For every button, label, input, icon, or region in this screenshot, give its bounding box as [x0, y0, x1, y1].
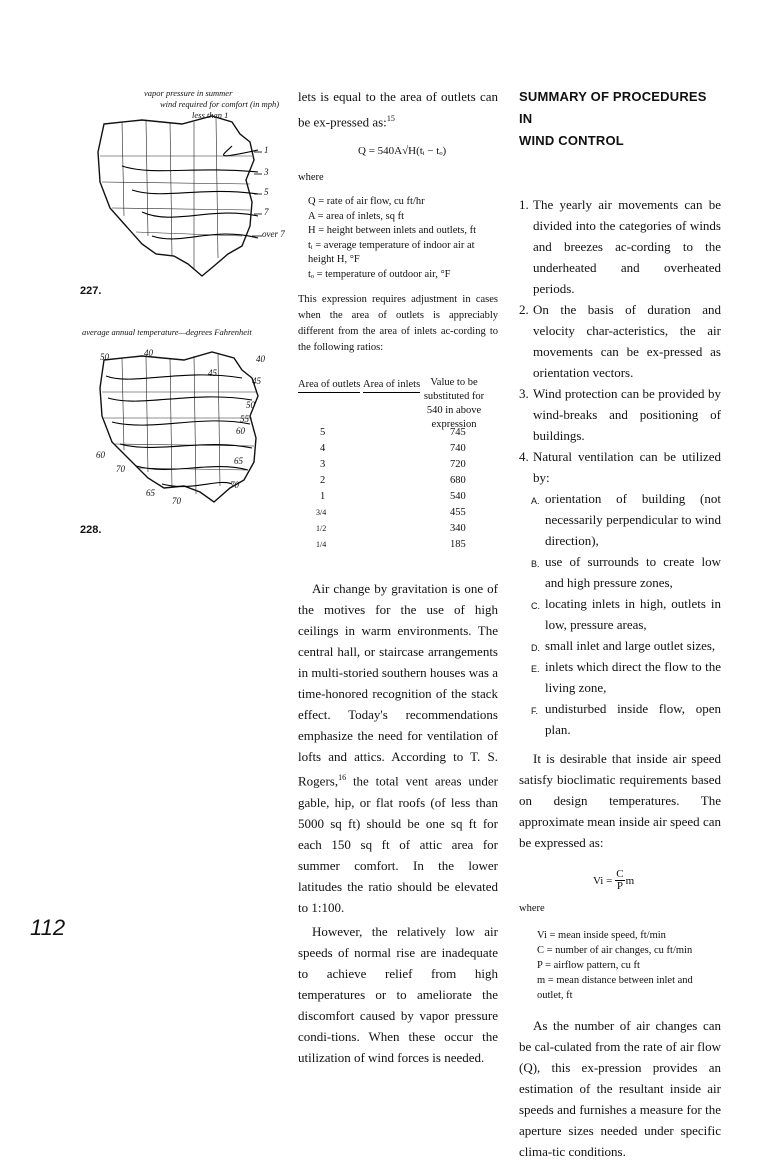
legend-line-1: vapor pressure in summer	[144, 88, 233, 98]
leader-lines	[252, 152, 262, 236]
definition-p: P = airflow pattern, cu ft	[537, 960, 640, 971]
header-area-outlets: Area of outlets	[298, 378, 360, 393]
definition-ti: tᵢ = average temperature of indoor air at height H, °F	[308, 239, 475, 266]
contour-label-7: 7	[264, 207, 269, 217]
ratio-cell: 5	[320, 427, 326, 439]
list-item	[519, 194, 721, 299]
ratio-cell: 3	[320, 459, 326, 471]
sub-item-letter: B.	[531, 559, 540, 569]
formula-rhs: m	[625, 874, 635, 887]
formula-denominator: P	[616, 880, 624, 892]
figure-227	[82, 86, 285, 286]
sub-item-letter: A.	[531, 496, 540, 506]
formula-fraction	[615, 869, 624, 892]
contour-label: 40	[144, 348, 153, 358]
intro-text-body: lets is equal to the area of outlets can be ex-pressed as:	[298, 89, 498, 130]
figure-228-title: average annual temperature—degrees Fahrenheit	[82, 327, 252, 337]
sub-item-text: use of surrounds to create low and high pressure zones,	[545, 554, 721, 590]
item-number: 1.	[519, 197, 529, 212]
speed-formula	[593, 869, 721, 892]
item-text: The yearly air movements can be divided into the categories of winds and breezes ac-cording to the underheated and overheated periods.	[533, 197, 721, 296]
sub-item-letter: C.	[531, 601, 540, 611]
footnote-ref-16: 16	[338, 773, 347, 783]
heading-line-2: WIND CONTROL	[519, 133, 624, 148]
ratio-col-header-2	[410, 376, 498, 432]
ratio-table	[298, 376, 498, 566]
table-row	[298, 474, 498, 490]
sub-item-letter: E.	[531, 664, 540, 674]
column-2	[298, 86, 498, 1068]
sub-list-item	[519, 551, 721, 593]
list-item	[519, 299, 721, 383]
wind-forces-paragraph: However, the relatively low air speeds of normal rise are inadequate to achieve relief from high temperatures or to ameliorate the discomfort caused by vapor pressure condi-tions. When these occur the utilization of wind forces is needed.	[298, 923, 498, 1065]
gravitation-paragraph	[298, 578, 498, 917]
formula-numerator: C	[616, 868, 624, 880]
table-row	[298, 506, 498, 522]
speed-definitions	[537, 928, 721, 1003]
air-speed-paragraph: It is desirable that inside air speed satisfy bioclimatic requirements based on design temperatures. The approximate mean inside air speed can be expressed as:	[519, 751, 721, 850]
value-cell: 340	[450, 523, 466, 535]
air-changes-paragraph: As the number of air changes can be cal-culated from the rate of air flow (Q), this ex-pression provides an estimation of the resultant inside air speeds and furnishes a measure for the aperture sizes needed under specific clima-tic conditions.	[519, 1018, 721, 1159]
ratio-cell: 1/4	[316, 540, 327, 550]
contour-label: 45	[208, 368, 217, 378]
ratio-cell: 4	[320, 443, 326, 455]
state-boundaries	[100, 118, 252, 270]
ratio-rows	[298, 426, 498, 554]
sub-list-item	[519, 635, 721, 656]
table-row	[298, 426, 498, 442]
contour-label: 65	[234, 456, 243, 466]
flow-formula: Q = 540A√H(tᵢ − tₒ)	[358, 145, 447, 158]
definition-q: Q = rate of air flow, cu ft/hr	[308, 196, 425, 208]
value-cell: 720	[450, 459, 466, 471]
contour-label-over-7: over 7	[262, 229, 285, 239]
table-row	[298, 442, 498, 458]
contour-label: 70	[230, 480, 239, 490]
legend-line-2: wind required for comfort (in mph)	[160, 99, 280, 109]
figure-228-number: 228.	[80, 524, 102, 536]
page-number: 112	[30, 915, 66, 940]
contour-label: 70	[116, 464, 125, 474]
header-value-line-2: 540 in above expression	[426, 405, 482, 431]
value-cell: 745	[450, 427, 466, 439]
sub-item-text: undisturbed inside flow, open plan.	[545, 701, 721, 737]
list-item	[519, 446, 721, 488]
formula-definitions	[308, 195, 498, 282]
contour-label: 45	[252, 376, 261, 386]
value-cell: 540	[450, 491, 466, 503]
contour-label-3: 3	[264, 167, 269, 177]
header-area-inlets: Area of inlets	[363, 378, 420, 393]
sub-list-item	[519, 593, 721, 635]
table-row	[298, 458, 498, 474]
contour-label: 60	[236, 426, 245, 436]
value-cell: 740	[450, 443, 466, 455]
header-value-line-1: Value to be substituted for	[423, 377, 485, 403]
sub-list-item	[519, 656, 721, 698]
item-number: 3.	[519, 386, 529, 401]
item-number: 2.	[519, 302, 529, 317]
table-row	[298, 522, 498, 538]
ratio-cell: 1	[320, 491, 326, 503]
heading-line-1: SUMMARY OF PROCEDURES IN	[519, 89, 707, 126]
gravitation-text: Air change by gravitation is one of the motives for the use of high ceilings in warm environments. The central hall, or staircase arrangements in multi-storied southern houses was a time-honored recognition of the stack effect. Today's recommendations emphasize the need for ventilation of lofts and attics. According to T. S. Rogers,	[298, 581, 498, 789]
list-item	[519, 383, 721, 446]
item-text: Natural ventilation can be utilized by:	[533, 449, 721, 485]
contour-label: 55	[240, 414, 249, 424]
definition-to: tₒ = temperature of outdoor air, °F	[308, 268, 451, 280]
ratio-col-header-1	[298, 376, 420, 393]
contour-label-1: 1	[264, 145, 269, 155]
legend-line-3: less than 1	[192, 110, 229, 120]
column-3	[519, 86, 721, 1162]
sub-item-text: small inlet and large outlet sizes,	[545, 638, 716, 653]
contour-label: 40	[256, 354, 265, 364]
where-label: where	[298, 172, 324, 184]
sub-list	[519, 488, 721, 740]
item-text: On the basis of duration and velocity char-acteristics, the air movements can be ex-pressed as orientation vectors.	[533, 302, 721, 380]
formula-lhs: Vi =	[593, 874, 613, 887]
contour-label: 70	[172, 496, 181, 506]
contour-label: 50	[100, 352, 109, 362]
sub-list-item	[519, 698, 721, 740]
sub-list-item	[519, 488, 721, 551]
gravitation-text-cont: the total vent areas under gable, hip, or flat roofs (of less than 5000 sq ft) should be one sq ft for each 150 sq ft of attic area for summer comfort. In the lower latitudes the ratio should be elevated to 1:100.	[298, 773, 498, 915]
contour-label-5: 5	[264, 187, 269, 197]
sub-item-letter: D.	[531, 643, 540, 653]
procedure-list	[519, 194, 721, 740]
contour-label: 60	[96, 450, 105, 460]
definition-a: A = area of inlets, sq ft	[308, 210, 405, 222]
ratio-cell: 1/2	[316, 524, 327, 534]
definition-h: H = height between inlets and outlets, ft	[308, 225, 477, 237]
value-cell: 680	[450, 475, 466, 487]
figure-228	[92, 342, 270, 510]
contour-label: 50	[246, 400, 255, 410]
contour-lines	[122, 146, 258, 239]
intro-text	[298, 86, 498, 133]
item-text: Wind protection can be provided by wind-breaks and positioning of buildings.	[533, 386, 721, 443]
contour-label: 65	[146, 488, 155, 498]
definition-m: m = mean distance between inlet and outlet, ft	[537, 975, 693, 1001]
table-row	[298, 490, 498, 506]
footnote-ref-15: 15	[386, 114, 395, 123]
definition-c: C = number of air changes, cu ft/min	[537, 945, 693, 956]
section-heading	[519, 86, 721, 152]
us-outline	[98, 116, 254, 276]
figure-227-number: 227.	[80, 285, 102, 297]
ratio-cell: 2	[320, 475, 326, 487]
definition-vi: Vi = mean inside speed, ft/min	[537, 930, 666, 941]
table-row	[298, 538, 498, 554]
sub-item-text: orientation of building (not necessarily perpendicular to wind direction),	[545, 491, 721, 548]
us-map-vapor-pressure	[82, 86, 282, 286]
ratio-cell: 3/4	[316, 508, 327, 518]
sub-item-text: inlets which direct the flow to the living zone,	[545, 659, 721, 695]
value-cell: 185	[450, 539, 466, 551]
sub-item-letter: F.	[531, 706, 539, 716]
adjustment-note: This expression requires adjustment in cases when the area of outlets is appreciably different from the area of inlets ac-cording to the following ratios:	[298, 294, 498, 354]
item-number: 4.	[519, 449, 529, 464]
sub-item-text: locating inlets in high, outlets in low, pressure areas,	[545, 596, 721, 632]
where-label: where	[519, 903, 545, 914]
value-cell: 455	[450, 507, 466, 519]
